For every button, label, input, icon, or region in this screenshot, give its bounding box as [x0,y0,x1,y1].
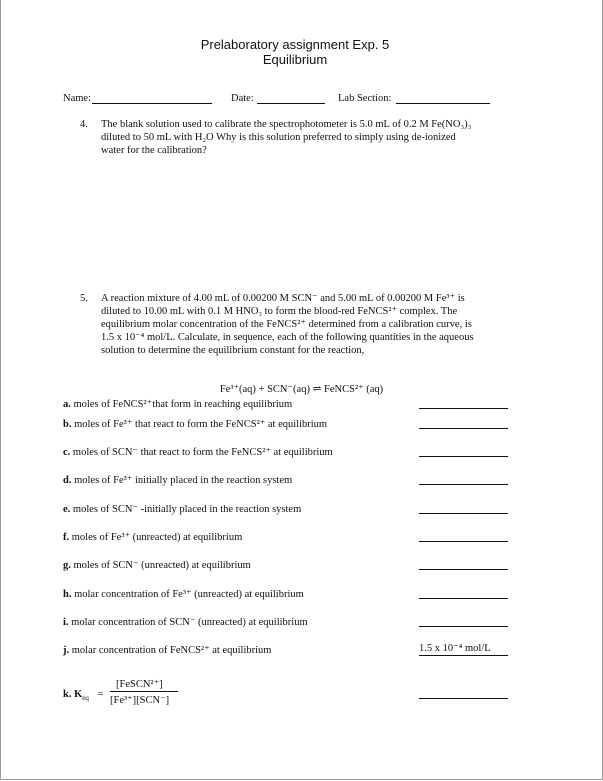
answer-field-j[interactable]: 1.5 x 10⁻⁴ mol/L [419,643,508,656]
item-i [63,617,308,629]
answer-field-h[interactable] [419,586,508,599]
item-text: molar concentration of Fe³⁺ (unreacted) at equilibrium [71,589,304,600]
date-field[interactable] [257,93,325,104]
item-text: moles of FeNCS²⁺that form in reaching equilibrium [70,399,293,410]
question-4-line: water for the calibration? [101,145,207,156]
k-fraction [110,678,190,710]
question-5-line: diluted to 10.00 mL with 0.1 M HNO₃ to form the blood-red FeNCS²⁺ complex. The [101,306,458,317]
k-label: k. K [63,689,83,700]
item-c [63,447,333,459]
answer-field-g[interactable] [419,557,508,570]
item-letter: j. [63,645,70,656]
name-label: Name: [63,93,91,104]
section-field[interactable] [396,93,490,104]
item-letter: i. [63,617,69,628]
item-text: moles of SCN⁻ (unreacted) at equilibrium [70,560,251,571]
question-5-line: A reaction mixture of 4.00 mL of 0.00200 M SCN⁻ and 5.00 mL of 0.00200 M Fe³⁺ is [101,293,465,304]
question-5-line: solution to determine the equilibrium constant for the reaction, [101,345,365,356]
item-b [63,419,327,431]
fraction-bar [110,691,178,692]
k-numerator: [FeSCN²⁺] [116,679,163,690]
item-letter: c. [63,447,71,458]
item-text: moles of Fe³⁺ that react to form the FeNCS²⁺ at equilibrium [71,419,328,430]
answer-field-k[interactable] [419,686,508,699]
info-row [0,93,603,109]
page-subtitle: Equilibrium [262,52,328,67]
item-letter: g. [63,560,71,571]
answer-field-a[interactable] [419,396,508,409]
section-label: Lab Section: [338,93,392,104]
item-letter: d. [63,475,72,486]
k-denominator: [Fe³⁺][SCN⁻] [110,695,170,706]
question-5 [80,292,550,358]
answer-field-c[interactable] [419,444,508,457]
question-5-line: 1.5 x 10⁻⁴ mol/L. Calculate, in sequence, each of the following quantities in the aqueous [101,332,474,343]
question-4-number: 4. [80,119,88,130]
item-a [63,399,292,411]
page-title: Prelaboratory assignment Exp. 5 [200,37,390,52]
item-text: moles of Fe³⁺ initially placed in the reaction system [71,475,293,486]
item-j [63,645,271,657]
item-letter: h. [63,589,72,600]
answer-field-e[interactable] [419,501,508,514]
answer-field-d[interactable] [419,472,508,485]
item-k-label [63,689,103,701]
answer-field-i[interactable] [419,614,508,627]
question-5-text [101,292,474,357]
reaction-equation: Fe³⁺(aq) + SCN⁻(aq) ⇌ FeNCS²⁺ (aq) [219,384,384,395]
answer-field-b[interactable] [419,416,508,429]
question-4-line: The blank solution used to calibrate the spectrophotometer is 5.0 mL of 0.2 M Fe(NO₃)₃ [101,119,472,130]
item-text: molar concentration of SCN⁻ (unreacted) at equilibrium [68,617,308,628]
item-text: moles of Fe³⁺ (unreacted) at equilibrium [69,532,243,543]
item-g [63,560,251,572]
item-letter: f. [63,532,70,543]
k-subscript: eq [82,694,89,703]
item-d [63,475,292,487]
question-5-number: 5. [80,293,88,304]
item-letter: e. [63,504,71,515]
name-field[interactable] [92,93,212,104]
question-5-line: equilibrium molar concentration of the FeNCS²⁺ determined from a calibration curve, is [101,319,472,330]
item-f [63,532,242,544]
question-4-text [101,118,471,157]
answer-field-f[interactable] [419,529,508,542]
item-text: moles of SCN⁻ -initially placed in the reaction system [70,504,302,515]
question-4 [80,118,540,158]
item-letter: b. [63,419,72,430]
item-h [63,589,304,601]
date-label: Date: [231,93,254,104]
item-e [63,504,301,516]
item-text: moles of SCN⁻ that react to form the FeNCS²⁺ at equilibrium [70,447,333,458]
k-equals: = [97,689,104,700]
item-letter: a. [63,399,71,410]
question-4-line: diluted to 50 mL with H₂O Why is this solution preferred to simply using de-ionized [101,132,456,143]
item-text: molar concentration of FeNCS²⁺ at equilibrium [69,645,272,656]
